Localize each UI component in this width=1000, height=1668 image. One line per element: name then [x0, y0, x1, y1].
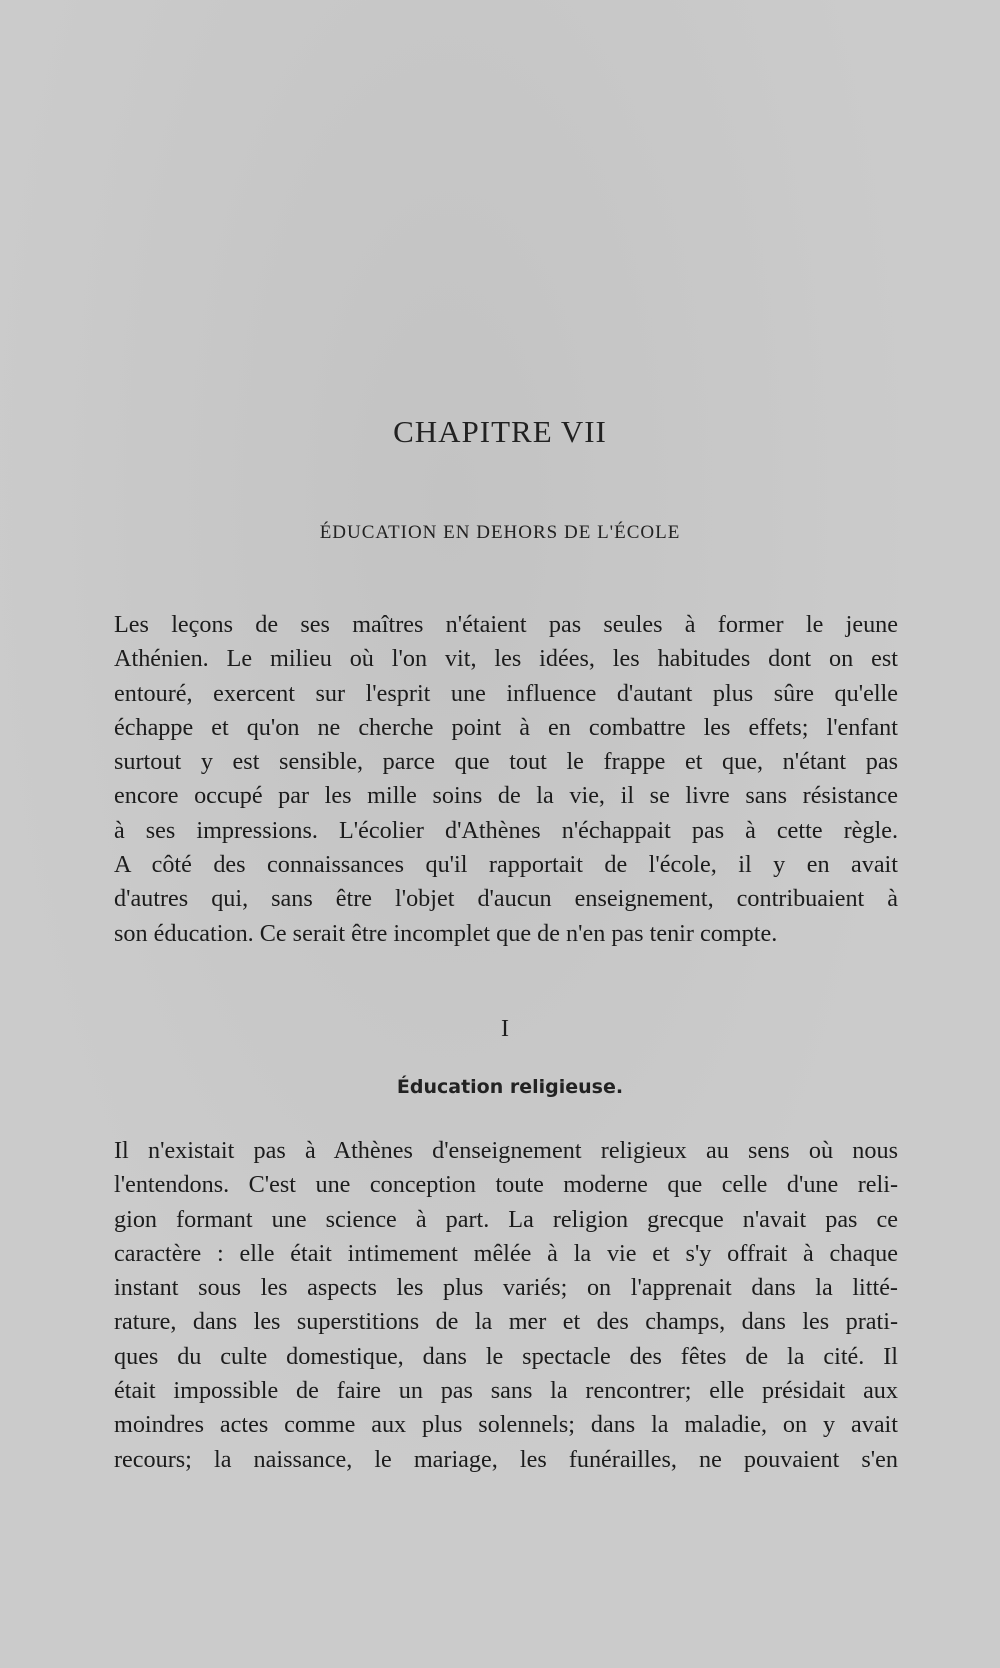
text-line: échappe et qu'on ne cherche point à en combattre les effets; l'enfant	[114, 713, 898, 741]
text-line: Il n'existait pas à Athènes d'enseignement religieux au sens où nous	[114, 1137, 898, 1164]
text-line: caractère : elle était intimement mêlée à la vie et s'y offrait à chaque	[114, 1239, 898, 1267]
text-line: était impossible de faire un pas sans la rencontrer; elle présidait aux	[114, 1377, 898, 1405]
text-line: moindres actes comme aux plus solennels; dans la maladie, on y avait	[114, 1411, 898, 1439]
text-line: surtout y est sensible, parce que tout le frappe et que, n'étant pas	[114, 748, 898, 776]
chapter-title: CHAPITRE VII	[393, 414, 607, 449]
section-number: I	[501, 1016, 509, 1042]
text-line: son éducation. Ce serait être incomplet que de n'en pas tenir compte.	[114, 919, 778, 947]
section-title: Éducation religieuse.	[396, 1076, 624, 1098]
text-line: Les leçons de ses maîtres n'étaient pas seules à former le jeune	[114, 611, 898, 638]
text-line: rature, dans les superstitions de la mer et des champs, dans les prati-	[114, 1308, 898, 1336]
text-line: ques du culte domestique, dans le spectacle des fêtes de la cité. Il	[114, 1342, 898, 1370]
text-line: recours; la naissance, le mariage, les funérailles, ne pouvaient s'en	[114, 1445, 898, 1473]
text-line: Athénien. Le milieu où l'on vit, les idées, les habitudes dont on est	[114, 645, 898, 673]
text-line: instant sous les aspects les plus variés; on l'apprenait dans la litté-	[114, 1274, 898, 1302]
text-line: l'entendons. C'est une conception toute moderne que celle d'une reli-	[114, 1171, 898, 1199]
chapter-subtitle: ÉDUCATION EN DEHORS DE L'ÉCOLE	[319, 522, 681, 543]
text-line: entouré, exercent sur l'esprit une influence d'autant plus sûre qu'elle	[114, 679, 898, 707]
text-line: à ses impressions. L'écolier d'Athènes n'échappait pas à cette règle.	[114, 816, 898, 844]
text-line: gion formant une science à part. La religion grecque n'avait pas ce	[114, 1205, 898, 1233]
text-line: d'autres qui, sans être l'objet d'aucun enseignement, contribuaient à	[114, 885, 898, 913]
text-line: encore occupé par les mille soins de la vie, il se livre sans résistance	[114, 782, 898, 810]
paragraph-religion	[114, 1134, 898, 1477]
paragraph-intro	[114, 608, 898, 951]
text-line: A côté des connaissances qu'il rapportait de l'école, il y en avait	[114, 851, 898, 879]
